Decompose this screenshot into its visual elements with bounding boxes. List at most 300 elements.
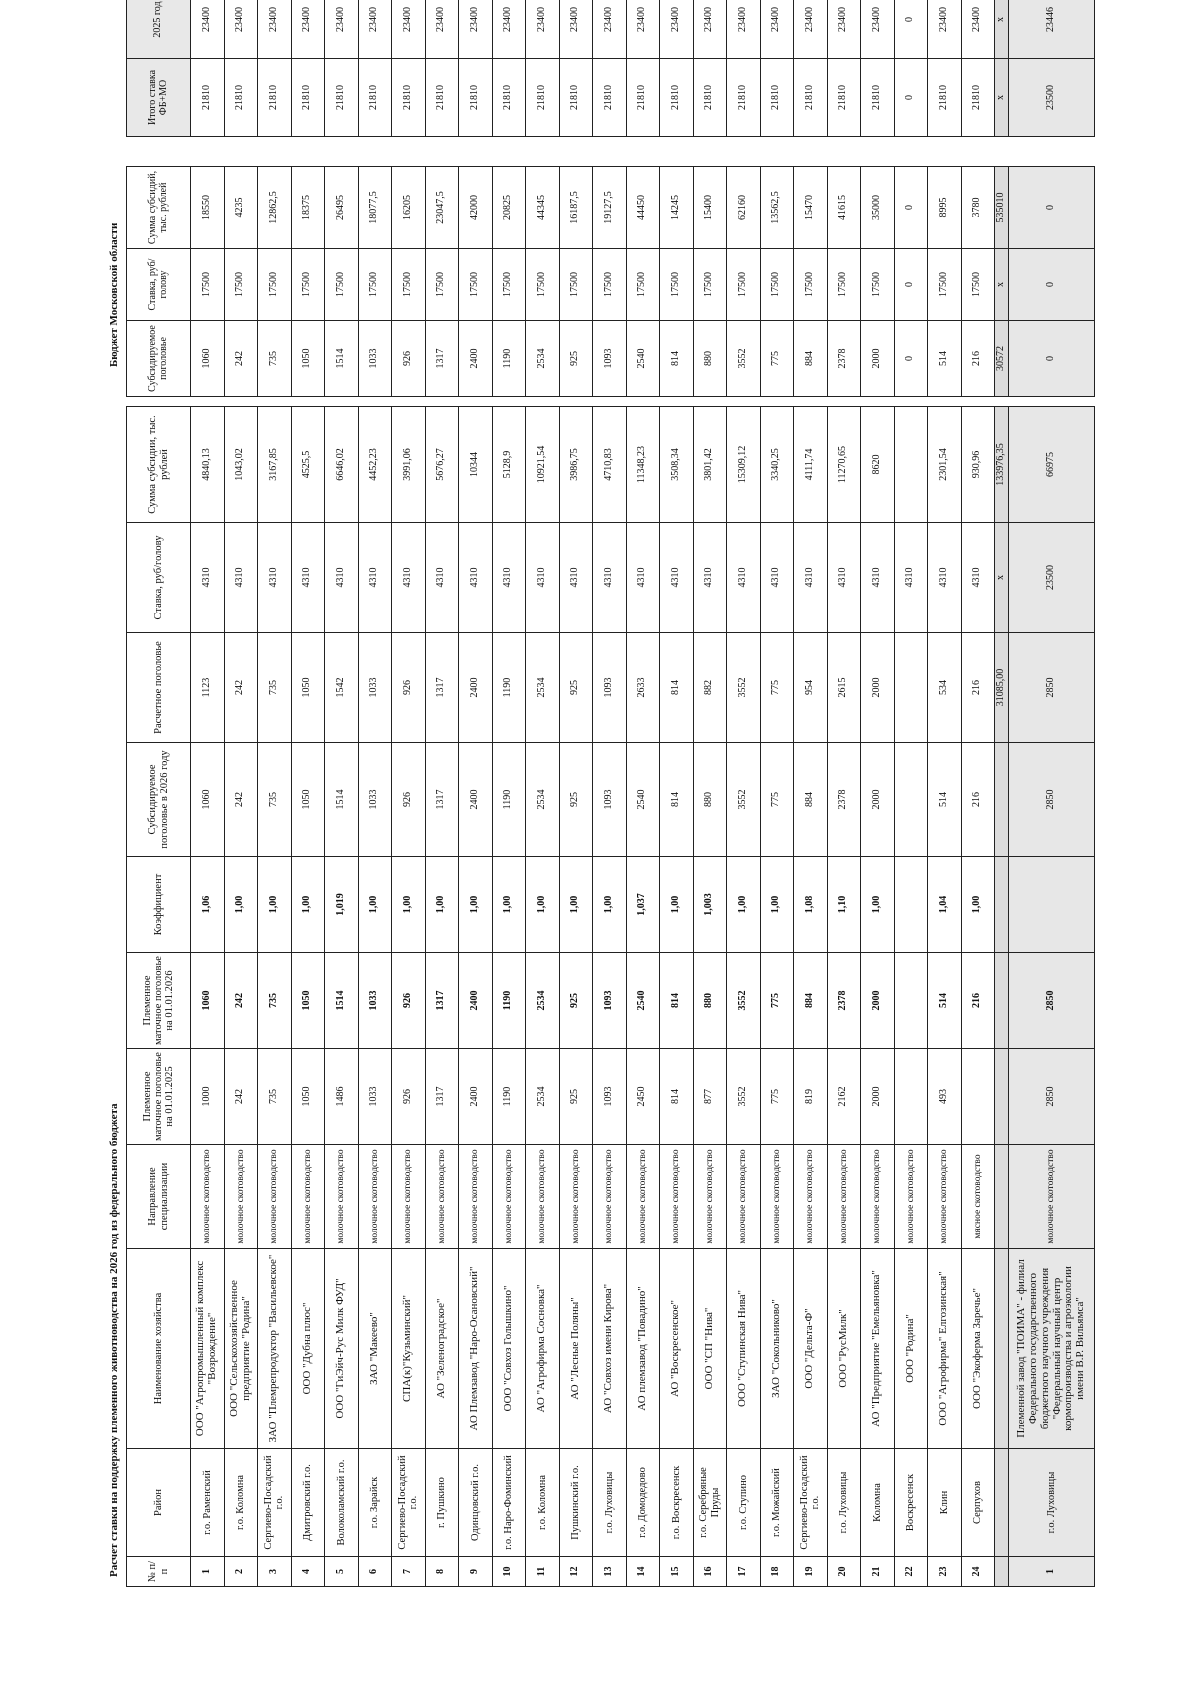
federal-total-cell bbox=[995, 857, 1009, 953]
federal-cell: 2400 bbox=[459, 633, 493, 743]
rates-cell: 21810 bbox=[325, 59, 359, 137]
regional-cell: 17500 bbox=[626, 249, 660, 321]
federal-cell: 10921,54 bbox=[526, 407, 560, 523]
regional-cell: 925 bbox=[559, 321, 593, 397]
table-row bbox=[660, 407, 694, 1587]
regional-cell: 1033 bbox=[358, 321, 392, 397]
federal-cell: 23 bbox=[928, 1557, 962, 1587]
federal-cell: 4310 bbox=[459, 523, 493, 633]
federal-cell: молочное скотоводство bbox=[325, 1145, 359, 1249]
federal-cell: 1060 bbox=[191, 743, 225, 857]
rates-cell: 23400 bbox=[660, 0, 694, 59]
regional-cell: 2378 bbox=[827, 321, 861, 397]
federal-cell: 954 bbox=[794, 633, 828, 743]
federal-cell: АО "Воскресенское" bbox=[660, 1249, 694, 1449]
federal-cell: 930,96 bbox=[961, 407, 995, 523]
federal-cell: 880 bbox=[693, 953, 727, 1049]
federal-cell: 16 bbox=[693, 1557, 727, 1587]
table-row bbox=[224, 167, 258, 397]
regional-special-cell: 0 bbox=[1009, 249, 1095, 321]
regional-cell: 514 bbox=[928, 321, 962, 397]
table-row bbox=[827, 0, 861, 137]
regional-cell: 44345 bbox=[526, 167, 560, 249]
federal-cell: АО Племзавод "Наро-Осановский" bbox=[459, 1249, 493, 1449]
federal-cell: 10 bbox=[492, 1557, 526, 1587]
federal-cell: 877 bbox=[693, 1049, 727, 1145]
federal-cell: 2540 bbox=[626, 743, 660, 857]
federal-cell: 735 bbox=[258, 953, 292, 1049]
federal-cell bbox=[894, 633, 928, 743]
federal-cell: 6 bbox=[358, 1557, 392, 1587]
federal-total-cell: 133976,35 bbox=[995, 407, 1009, 523]
federal-cell: 4310 bbox=[291, 523, 325, 633]
federal-cell bbox=[894, 743, 928, 857]
federal-cell: ООО "Дельта-Ф" bbox=[794, 1249, 828, 1449]
regional-cell: 2000 bbox=[861, 321, 895, 397]
federal-cell: 1033 bbox=[358, 743, 392, 857]
federal-cell: 19 bbox=[794, 1557, 828, 1587]
regional-cell: 15400 bbox=[693, 167, 727, 249]
table-row bbox=[794, 407, 828, 1587]
federal-total-cell bbox=[995, 743, 1009, 857]
table-row bbox=[760, 167, 794, 397]
federal-cell: 2534 bbox=[526, 953, 560, 1049]
rates-cell: 23400 bbox=[425, 0, 459, 59]
table-row bbox=[559, 167, 593, 397]
federal-header-cell: Субсидируемое поголовье в 2026 году bbox=[127, 743, 191, 857]
federal-cell: 1317 bbox=[425, 633, 459, 743]
federal-cell: 1 bbox=[191, 1557, 225, 1587]
federal-cell: 5 bbox=[325, 1557, 359, 1587]
federal-cell: 1,019 bbox=[325, 857, 359, 953]
table-row bbox=[961, 0, 995, 137]
rates-cell: 21810 bbox=[425, 59, 459, 137]
federal-cell: ООО "РусМилк" bbox=[827, 1249, 861, 1449]
rates-cell: 23400 bbox=[392, 0, 426, 59]
federal-cell: 2534 bbox=[526, 1049, 560, 1145]
federal-cell: 5128,9 bbox=[492, 407, 526, 523]
federal-cell: Дмитровский г.о. bbox=[291, 1449, 325, 1557]
table-row bbox=[325, 0, 359, 137]
federal-cell: 10344 bbox=[459, 407, 493, 523]
federal-cell: 4840,13 bbox=[191, 407, 225, 523]
federal-cell: 3986,75 bbox=[559, 407, 593, 523]
regional-cell: 17500 bbox=[794, 249, 828, 321]
table-row bbox=[459, 407, 493, 1587]
regional-cell: 17500 bbox=[861, 249, 895, 321]
federal-cell: ООО "ГиЭйч-Рус Милк ФУД" bbox=[325, 1249, 359, 1449]
federal-header-row bbox=[127, 407, 191, 1587]
rates-cell: 21810 bbox=[760, 59, 794, 137]
federal-cell: 2540 bbox=[626, 953, 660, 1049]
rates-header-cell: Итого ставка ФБ+МО bbox=[127, 59, 191, 137]
federal-cell: мясное скотоводство bbox=[961, 1145, 995, 1249]
federal-cell: 1060 bbox=[191, 953, 225, 1049]
rates-cell: 21810 bbox=[660, 59, 694, 137]
federal-cell: молочное скотоводство bbox=[660, 1145, 694, 1249]
federal-cell: г.о. Луховицы bbox=[593, 1449, 627, 1557]
table-row bbox=[660, 167, 694, 397]
regional-cell: 17500 bbox=[693, 249, 727, 321]
regional-table-title: Бюджет Московской области bbox=[108, 222, 120, 367]
federal-cell: 2000 bbox=[861, 953, 895, 1049]
federal-cell: молочное скотоводство bbox=[593, 1145, 627, 1249]
rates-cell: 23400 bbox=[861, 0, 895, 59]
federal-cell: 4310 bbox=[559, 523, 593, 633]
federal-cell: 2400 bbox=[459, 953, 493, 1049]
regional-cell: 18375 bbox=[291, 167, 325, 249]
federal-cell bbox=[894, 857, 928, 953]
rates-cell: 23400 bbox=[827, 0, 861, 59]
federal-cell: 4310 bbox=[392, 523, 426, 633]
table-row bbox=[928, 407, 962, 1587]
federal-cell: 1514 bbox=[325, 743, 359, 857]
table-row bbox=[894, 407, 928, 1587]
regional-cell: 1514 bbox=[325, 321, 359, 397]
total-row bbox=[995, 407, 1009, 1587]
rates-cell: 23400 bbox=[727, 0, 761, 59]
federal-cell: АО "Совхоз имени Кирова" bbox=[593, 1249, 627, 1449]
regional-cell: 216 bbox=[961, 321, 995, 397]
federal-total-cell: x bbox=[995, 523, 1009, 633]
rates-header-cell: 2025 год bbox=[127, 0, 191, 59]
federal-special-cell bbox=[1009, 857, 1095, 953]
federal-cell: 242 bbox=[224, 633, 258, 743]
regional-cell: 17500 bbox=[325, 249, 359, 321]
regional-special-cell: 0 bbox=[1009, 167, 1095, 249]
federal-cell: 775 bbox=[760, 953, 794, 1049]
federal-cell: 819 bbox=[794, 1049, 828, 1145]
federal-cell: 4310 bbox=[794, 523, 828, 633]
regional-cell: 1093 bbox=[593, 321, 627, 397]
federal-cell: ООО "Агропромышленный комплекс "Возрождение" bbox=[191, 1249, 225, 1449]
federal-cell: Одинцовский г.о. bbox=[459, 1449, 493, 1557]
regional-cell: 41615 bbox=[827, 167, 861, 249]
federal-special-cell: г.о. Луховицы bbox=[1009, 1449, 1095, 1557]
federal-cell: 925 bbox=[559, 953, 593, 1049]
federal-cell: 735 bbox=[258, 1049, 292, 1145]
rates-cell: 23400 bbox=[325, 0, 359, 59]
regional-cell: 0 bbox=[894, 321, 928, 397]
regional-cell: 42000 bbox=[459, 167, 493, 249]
federal-cell: 4310 bbox=[693, 523, 727, 633]
regional-cell: 14245 bbox=[660, 167, 694, 249]
rates-cell: 23400 bbox=[760, 0, 794, 59]
federal-cell: 13 bbox=[593, 1557, 627, 1587]
regional-cell: 880 bbox=[693, 321, 727, 397]
federal-cell: 1033 bbox=[358, 633, 392, 743]
federal-cell: 2378 bbox=[827, 743, 861, 857]
table-row bbox=[693, 0, 727, 137]
federal-cell: 1,00 bbox=[559, 857, 593, 953]
federal-cell: 926 bbox=[392, 953, 426, 1049]
federal-cell: 3801,42 bbox=[693, 407, 727, 523]
table-row bbox=[358, 167, 392, 397]
federal-cell: 925 bbox=[559, 743, 593, 857]
federal-cell: молочное скотоводство bbox=[191, 1145, 225, 1249]
federal-cell: 1,06 bbox=[191, 857, 225, 953]
federal-cell: 2615 bbox=[827, 633, 861, 743]
federal-total-cell: 31085,00 bbox=[995, 633, 1009, 743]
federal-cell: 926 bbox=[392, 633, 426, 743]
federal-cell: г.о. Коломна bbox=[224, 1449, 258, 1557]
federal-cell: 1,08 bbox=[794, 857, 828, 953]
regional-cell: 17500 bbox=[191, 249, 225, 321]
regional-cell: 0 bbox=[894, 167, 928, 249]
federal-cell: молочное скотоводство bbox=[291, 1145, 325, 1249]
table-row bbox=[693, 407, 727, 1587]
regional-header-cell: Сумма субсидий, тыс. рублей bbox=[127, 167, 191, 249]
regional-cell: 17500 bbox=[526, 249, 560, 321]
federal-cell: 1190 bbox=[492, 953, 526, 1049]
rates-cell: 21810 bbox=[794, 59, 828, 137]
federal-cell: 2450 bbox=[626, 1049, 660, 1145]
table-row bbox=[291, 0, 325, 137]
federal-cell bbox=[894, 953, 928, 1049]
regional-cell: 884 bbox=[794, 321, 828, 397]
federal-special-cell: 2850 bbox=[1009, 743, 1095, 857]
federal-total-cell bbox=[995, 1449, 1009, 1557]
federal-cell: 4310 bbox=[492, 523, 526, 633]
federal-table-title: Расчет ставки на поддержку племенного животноводства на 2026 год из федерального бюджета bbox=[108, 1103, 120, 1577]
regional-cell: 17500 bbox=[559, 249, 593, 321]
federal-cell: 2400 bbox=[459, 1049, 493, 1145]
federal-cell: 1050 bbox=[291, 953, 325, 1049]
federal-cell: 8620 bbox=[861, 407, 895, 523]
federal-cell: молочное скотоводство bbox=[392, 1145, 426, 1249]
federal-cell: 4310 bbox=[224, 523, 258, 633]
federal-cell: 926 bbox=[392, 1049, 426, 1145]
table-row bbox=[358, 407, 392, 1587]
table-row bbox=[827, 167, 861, 397]
table-row bbox=[224, 0, 258, 137]
federal-cell: 216 bbox=[961, 633, 995, 743]
federal-cell: 1,00 bbox=[760, 857, 794, 953]
federal-cell: 1,00 bbox=[861, 857, 895, 953]
federal-special-cell: 2850 bbox=[1009, 953, 1095, 1049]
federal-cell: 20 bbox=[827, 1557, 861, 1587]
rates-cell: 21810 bbox=[258, 59, 292, 137]
federal-cell: г.о. Луховицы bbox=[827, 1449, 861, 1557]
federal-cell: 216 bbox=[961, 743, 995, 857]
regional-cell: 3780 bbox=[961, 167, 995, 249]
federal-cell: АО "Зеленоградское" bbox=[425, 1249, 459, 1449]
rates-cell: 21810 bbox=[827, 59, 861, 137]
regional-cell: 13562,5 bbox=[760, 167, 794, 249]
federal-cell: 21 bbox=[861, 1557, 895, 1587]
federal-cell: молочное скотоводство bbox=[928, 1145, 962, 1249]
federal-cell: 4310 bbox=[526, 523, 560, 633]
federal-cell: 4310 bbox=[760, 523, 794, 633]
table-row bbox=[593, 167, 627, 397]
federal-cell: 5676,27 bbox=[425, 407, 459, 523]
regional-cell: 17500 bbox=[392, 249, 426, 321]
federal-cell: г.о. Воскресенск bbox=[660, 1449, 694, 1557]
federal-header-cell: Направление специализации bbox=[127, 1145, 191, 1249]
table-row bbox=[961, 167, 995, 397]
federal-cell: Воскресенск bbox=[894, 1449, 928, 1557]
federal-cell: 4710,83 bbox=[593, 407, 627, 523]
federal-cell: Коломна bbox=[861, 1449, 895, 1557]
federal-special-cell: молочное скотоводство bbox=[1009, 1145, 1095, 1249]
federal-cell: молочное скотоводство bbox=[258, 1145, 292, 1249]
regional-cell: 4235 bbox=[224, 167, 258, 249]
federal-cell: 1542 bbox=[325, 633, 359, 743]
federal-cell: ООО "Родина" bbox=[894, 1249, 928, 1449]
federal-header-cell: Расчетное поголовье bbox=[127, 633, 191, 743]
regional-total-cell: 535010 bbox=[995, 167, 1009, 249]
table-row bbox=[526, 167, 560, 397]
rates-cell: 23400 bbox=[492, 0, 526, 59]
federal-cell: 4111,74 bbox=[794, 407, 828, 523]
federal-cell: 3167,85 bbox=[258, 407, 292, 523]
federal-cell: 1033 bbox=[358, 1049, 392, 1145]
federal-cell: 3340,25 bbox=[760, 407, 794, 523]
federal-cell: 15 bbox=[660, 1557, 694, 1587]
rates-header-row bbox=[127, 0, 191, 137]
federal-cell: 814 bbox=[660, 633, 694, 743]
federal-cell: 4310 bbox=[626, 523, 660, 633]
federal-cell: 11348,23 bbox=[626, 407, 660, 523]
rates-cell: 23400 bbox=[961, 0, 995, 59]
federal-cell: 926 bbox=[392, 743, 426, 857]
rates-cell: 0 bbox=[894, 0, 928, 59]
federal-cell: 1317 bbox=[425, 743, 459, 857]
federal-cell: 2400 bbox=[459, 743, 493, 857]
federal-cell: 242 bbox=[224, 743, 258, 857]
federal-cell: 9 bbox=[459, 1557, 493, 1587]
regional-cell: 926 bbox=[392, 321, 426, 397]
federal-cell: 534 bbox=[928, 633, 962, 743]
rates-cell: 23400 bbox=[693, 0, 727, 59]
table-row bbox=[258, 407, 292, 1587]
federal-cell: молочное скотоводство bbox=[693, 1145, 727, 1249]
federal-cell: 735 bbox=[258, 743, 292, 857]
federal-special-cell: Племенной завод "ПОИМА" - филиал Федерального государственного бюджетного научного учреждения "Федеральный научный центр кормопроизводства и агроэкологии имени В.Р. Вильямса" bbox=[1009, 1249, 1095, 1449]
federal-cell: 493 bbox=[928, 1049, 962, 1145]
regional-cell: 8995 bbox=[928, 167, 962, 249]
federal-cell: 4310 bbox=[258, 523, 292, 633]
federal-cell: 1033 bbox=[358, 953, 392, 1049]
federal-cell: 1,00 bbox=[459, 857, 493, 953]
federal-cell: Клин bbox=[928, 1449, 962, 1557]
regional-cell: 17500 bbox=[459, 249, 493, 321]
federal-cell: 814 bbox=[660, 1049, 694, 1145]
federal-cell: 2534 bbox=[526, 743, 560, 857]
federal-total-cell bbox=[995, 953, 1009, 1049]
federal-cell: 4310 bbox=[961, 523, 995, 633]
federal-cell: 1050 bbox=[291, 1049, 325, 1145]
regional-cell: 17500 bbox=[593, 249, 627, 321]
federal-cell: г.о. Коломна bbox=[526, 1449, 560, 1557]
federal-cell: 7 bbox=[392, 1557, 426, 1587]
special-row bbox=[1009, 0, 1095, 137]
table-row bbox=[928, 0, 962, 137]
federal-cell: 1093 bbox=[593, 633, 627, 743]
federal-cell: ООО "Агрофирма" Елгозинская" bbox=[928, 1249, 962, 1449]
federal-cell: г.о. Домодедово bbox=[626, 1449, 660, 1557]
table-row bbox=[760, 0, 794, 137]
federal-cell: 4310 bbox=[593, 523, 627, 633]
federal-cell: 3552 bbox=[727, 1049, 761, 1145]
rates-cell: 21810 bbox=[559, 59, 593, 137]
regional-cell: 12862,5 bbox=[258, 167, 292, 249]
federal-cell: Сергиево-Посадский г.о. bbox=[392, 1449, 426, 1557]
federal-cell: 1,00 bbox=[961, 857, 995, 953]
federal-cell: молочное скотоводство bbox=[526, 1145, 560, 1249]
federal-cell: АО "Агрофирма Сосновка" bbox=[526, 1249, 560, 1449]
federal-cell: 514 bbox=[928, 953, 962, 1049]
federal-total-cell bbox=[995, 1557, 1009, 1587]
table-row bbox=[760, 407, 794, 1587]
federal-cell: 884 bbox=[794, 953, 828, 1049]
table-row bbox=[727, 407, 761, 1587]
federal-cell: молочное скотоводство bbox=[358, 1145, 392, 1249]
table-row bbox=[593, 0, 627, 137]
rates-cell: 21810 bbox=[861, 59, 895, 137]
regional-special-cell: 0 bbox=[1009, 321, 1095, 397]
federal-cell: 735 bbox=[258, 633, 292, 743]
federal-cell: АО "Предприятие "Емельяновка" bbox=[861, 1249, 895, 1449]
federal-cell bbox=[961, 1049, 995, 1145]
federal-cell: 1050 bbox=[291, 743, 325, 857]
federal-total-cell bbox=[995, 1145, 1009, 1249]
regional-cell: 735 bbox=[258, 321, 292, 397]
federal-cell: 22 bbox=[894, 1557, 928, 1587]
federal-cell: 925 bbox=[559, 1049, 593, 1145]
rates-special-cell: 23446 bbox=[1009, 0, 1095, 59]
federal-cell: 1190 bbox=[492, 1049, 526, 1145]
table-row bbox=[459, 167, 493, 397]
federal-cell: 3 bbox=[258, 1557, 292, 1587]
table-row bbox=[425, 167, 459, 397]
regional-cell: 1317 bbox=[425, 321, 459, 397]
table-row bbox=[492, 407, 526, 1587]
federal-cell: АО "Лесные Поляны" bbox=[559, 1249, 593, 1449]
table-row bbox=[224, 407, 258, 1587]
federal-cell: молочное скотоводство bbox=[459, 1145, 493, 1249]
regional-total-cell: x bbox=[995, 249, 1009, 321]
regional-cell: 17500 bbox=[258, 249, 292, 321]
regional-cell: 20825 bbox=[492, 167, 526, 249]
rates-cell: 21810 bbox=[961, 59, 995, 137]
federal-cell: 1123 bbox=[191, 633, 225, 743]
regional-cell: 16205 bbox=[392, 167, 426, 249]
table-row bbox=[358, 0, 392, 137]
federal-cell: 1,00 bbox=[425, 857, 459, 953]
federal-cell: 884 bbox=[794, 743, 828, 857]
table-row bbox=[459, 0, 493, 137]
regional-cell: 814 bbox=[660, 321, 694, 397]
federal-cell: ЗАО "Сокольниково" bbox=[760, 1249, 794, 1449]
table-row bbox=[861, 407, 895, 1587]
federal-cell: Сергиево-Посадский г.о. bbox=[258, 1449, 292, 1557]
regional-cell: 2540 bbox=[626, 321, 660, 397]
regional-cell: 17500 bbox=[224, 249, 258, 321]
table-row bbox=[727, 167, 761, 397]
rates-cell: 23400 bbox=[794, 0, 828, 59]
federal-cell: 514 bbox=[928, 743, 962, 857]
federal-cell: ООО "Экоферма Заречье" bbox=[961, 1249, 995, 1449]
federal-header-cell: № п/п bbox=[127, 1557, 191, 1587]
table-row bbox=[794, 0, 828, 137]
regional-cell: 775 bbox=[760, 321, 794, 397]
total-row bbox=[995, 167, 1009, 397]
table-row bbox=[191, 407, 225, 1587]
federal-cell: 1,00 bbox=[593, 857, 627, 953]
federal-cell: 1317 bbox=[425, 953, 459, 1049]
federal-cell: 1317 bbox=[425, 1049, 459, 1145]
